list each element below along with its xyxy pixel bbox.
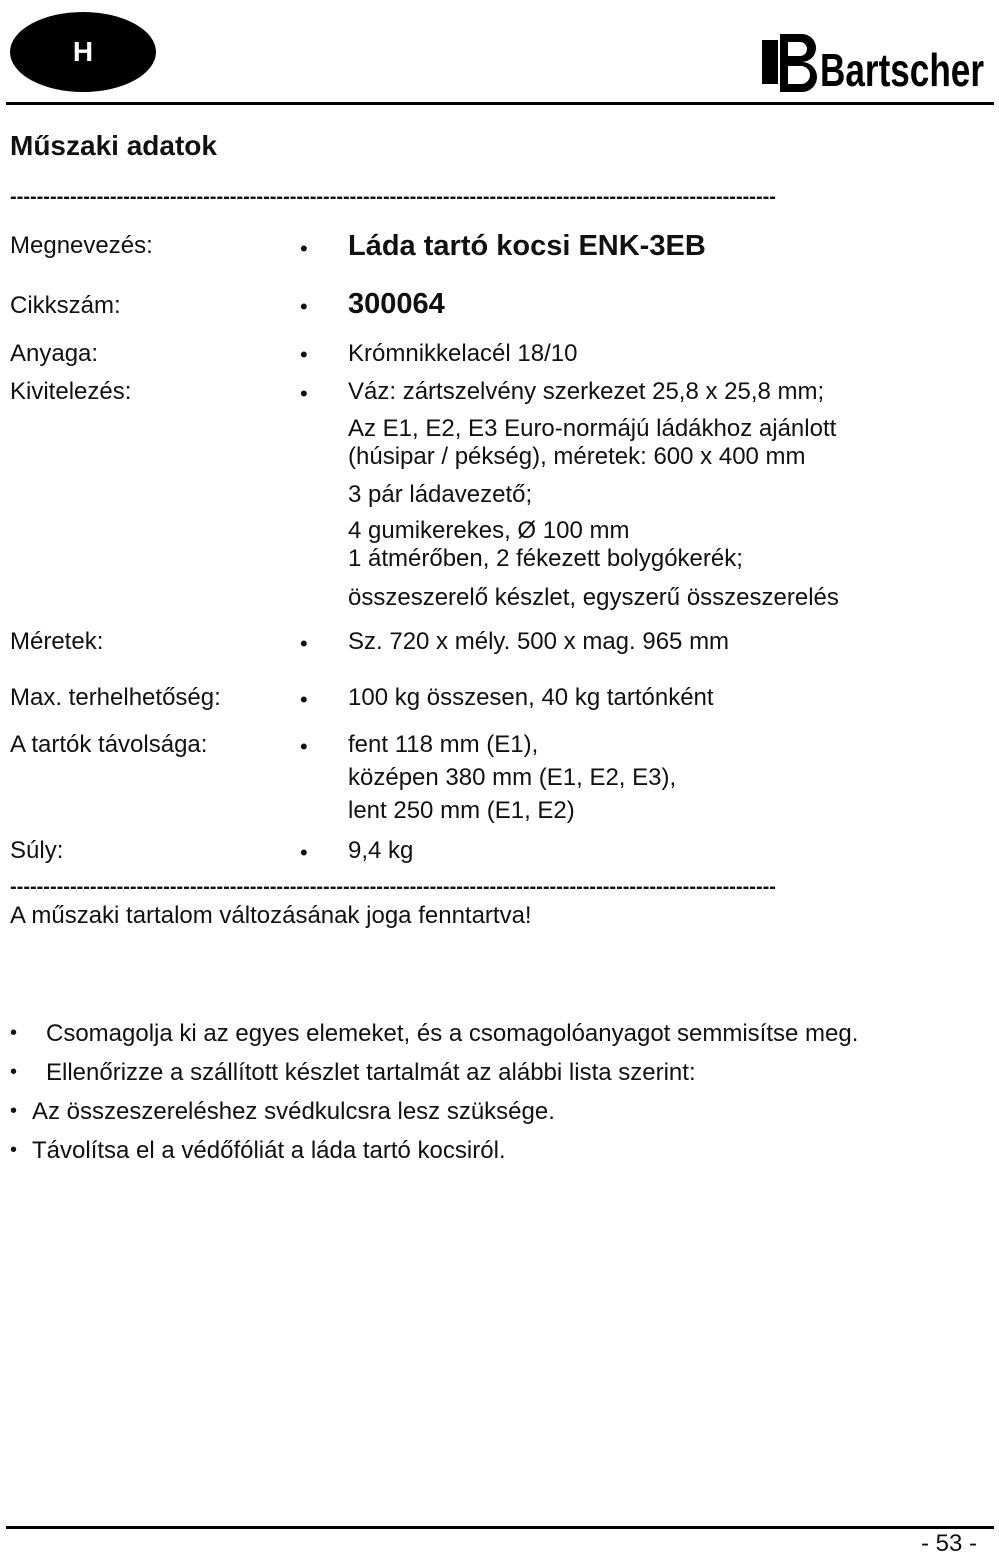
spec-value-design-line: 3 pár ládavezető; (348, 481, 533, 508)
bullet: • (10, 1100, 18, 1122)
list-item-text: Csomagolja ki az egyes elemeket, és a csomagolóanyagot semmisítse meg. (46, 1020, 859, 1047)
bullet: • (10, 1061, 18, 1083)
spec-value-design-line: 4 gumikerekes, Ø 100 mm (348, 517, 630, 544)
bullet: • (300, 294, 308, 319)
page-title: Műszaki adatok (10, 130, 217, 161)
bullet: • (10, 1022, 18, 1044)
spec-value-design-line: Váz: zártszelvény szerkezet 25,8 x 25,8 mm; (348, 378, 825, 405)
spec-value-load: 100 kg összesen, 40 kg tartónként (348, 684, 714, 711)
bullet: • (300, 840, 308, 865)
brand-logo-text: Bartscher (820, 44, 985, 96)
spec-value-design-line: (húsipar / pékség), méretek: 600 x 400 mm (348, 443, 806, 470)
spec-label-load: Max. terhelhetőség: (10, 684, 221, 711)
spec-value-design-line: 1 átmérőben, 2 fékezett bolygókerék; (348, 545, 743, 572)
list-item (0, 1098, 999, 1128)
spec-value-item: 300064 (348, 288, 445, 320)
spec-value-design-line: Az E1, E2, E3 Euro-normájú ládákhoz ajánlott (348, 415, 837, 442)
spec-value-weight: 9,4 kg (348, 837, 414, 864)
spec-value-dimensions: Sz. 720 x mély. 500 x mag. 965 mm (348, 628, 730, 655)
spec-label-weight: Súly: (10, 837, 64, 864)
footer-rule (6, 1526, 994, 1529)
spec-label-spacing: A tartók távolsága: (10, 731, 208, 758)
spec-label-item: Cikkszám: (10, 292, 121, 319)
list-item (0, 1137, 999, 1167)
list-item-text: Az összeszereléshez svédkulcsra lesz szüksége. (32, 1098, 555, 1125)
spec-value-spacing-line: lent 250 mm (E1, E2) (348, 797, 575, 824)
list-item (0, 1059, 999, 1089)
separator-bottom: ------------------------------------------------------------------------------------------------------------------- (10, 876, 776, 898)
spec-value-spacing-line: középen 380 mm (E1, E2, E3), (348, 764, 677, 791)
spec-value-material: Krómnikkelacél 18/10 (348, 340, 578, 367)
bullet: • (300, 342, 308, 367)
spec-label-material: Anyaga: (10, 340, 99, 367)
list-item-text: Távolítsa el a védőfóliát a láda tartó kocsiról. (32, 1137, 506, 1164)
spec-value-design-line: összeszerelő készlet, egyszerű összeszerelés (348, 584, 839, 611)
bullet: • (300, 734, 308, 759)
bullet: • (300, 236, 308, 261)
header-rule (6, 102, 994, 105)
bullet: • (300, 631, 308, 656)
spec-label-name: Megnevezés: (10, 232, 153, 259)
spec-value-name: Láda tartó kocsi ENK-3EB (348, 230, 706, 262)
footnote: A műszaki tartalom változásának joga fenntartva! (10, 902, 532, 929)
spec-value-spacing-line: fent 118 mm (E1), (348, 731, 539, 758)
separator-top: ------------------------------------------------------------------------------------------------------------------- (10, 186, 776, 208)
bartscher-logo-icon (756, 26, 988, 96)
bullet: • (300, 687, 308, 712)
spec-label-dimensions: Méretek: (10, 628, 104, 655)
list-item-text: Ellenőrizze a szállított készlet tartalmát az alábbi lista szerint: (46, 1059, 696, 1086)
list-item (0, 1020, 999, 1050)
spec-label-design: Kivitelezés: (10, 378, 132, 405)
language-badge: H (10, 12, 156, 92)
bullet: • (300, 381, 308, 406)
page-number: - 53 - (920, 1530, 977, 1557)
bullet: • (10, 1139, 18, 1161)
